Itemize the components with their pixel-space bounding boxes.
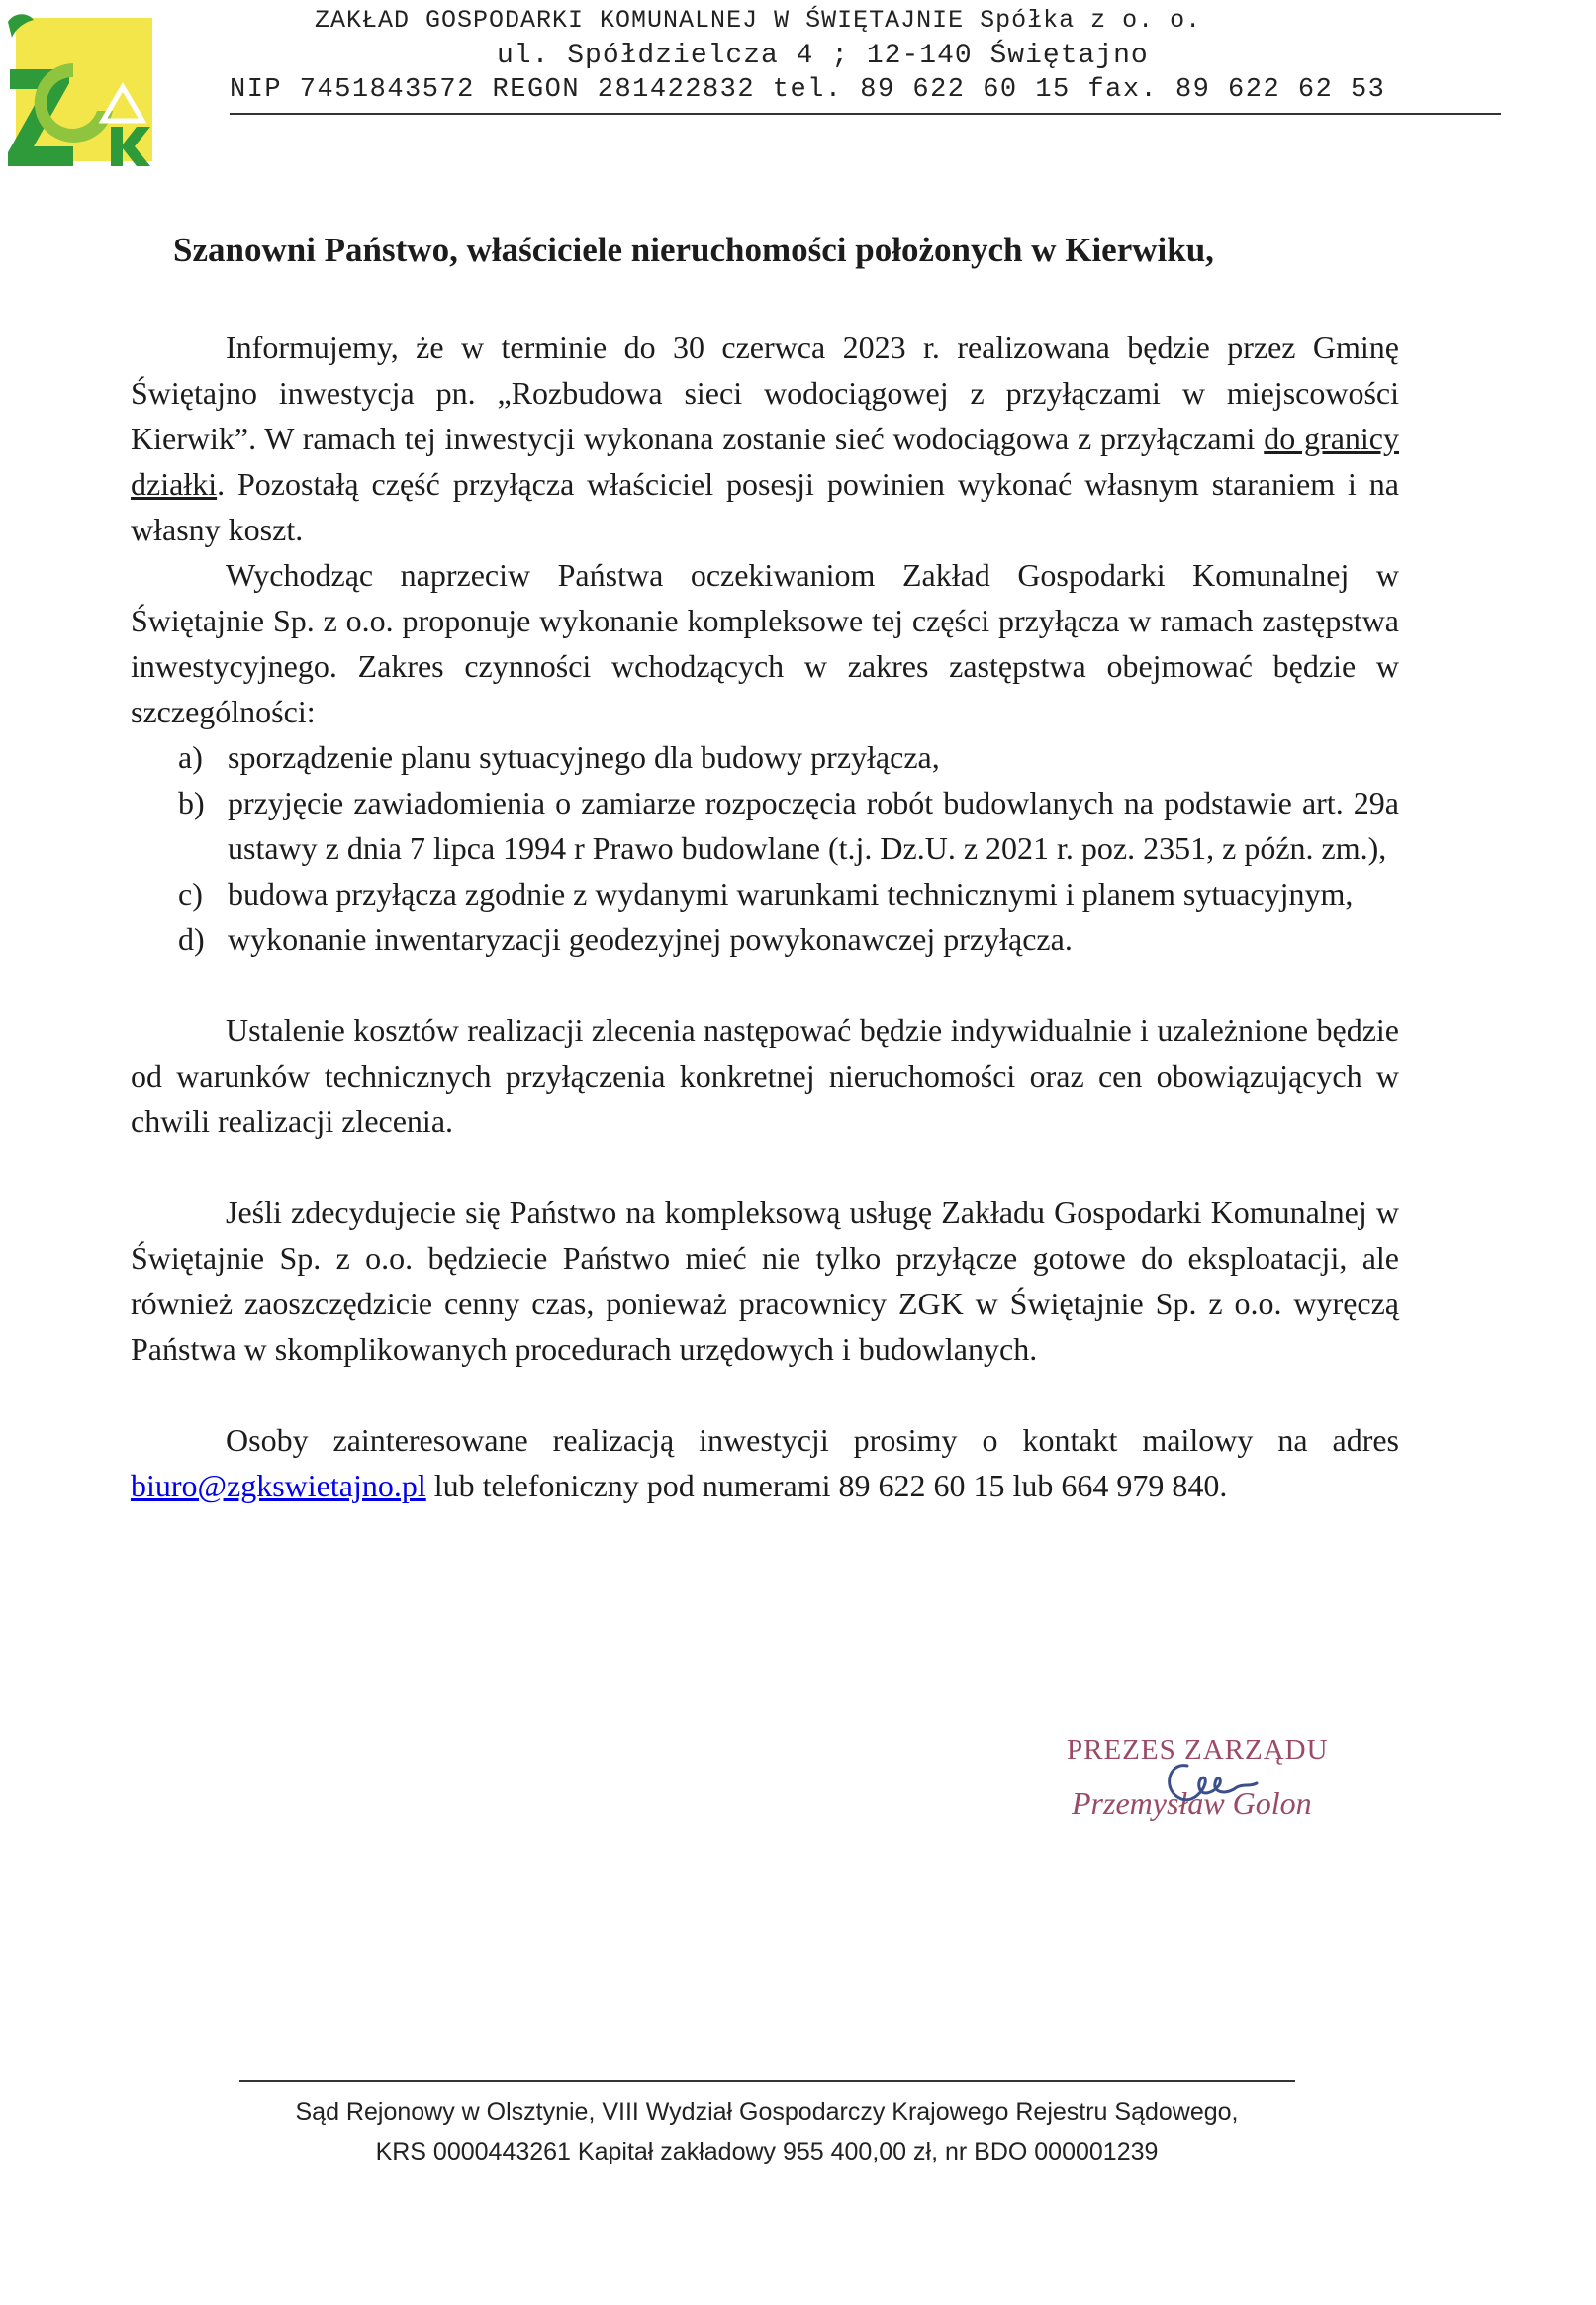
paragraph-contact: [131, 1417, 1399, 1508]
company-name: ZAKŁAD GOSPODARKI KOMUNALNEJ W ŚWIĘTAJNIE Spółka z o. o.: [315, 6, 1202, 35]
footer-divider: [239, 2080, 1295, 2082]
list-item-text: wykonanie inwentaryzacji geodezyjnej powykonawczej przyłącza.: [228, 921, 1073, 957]
president-stamp: [1064, 1734, 1380, 1853]
zgk-logo-graphic: [4, 10, 162, 168]
paragraph-benefits: Jeśli zdecydujecie się Państwo na kompleksową usługę Zakładu Gospodarki Komunalnej w Świętajnie Sp. z o.o. będziecie Państwo mieć nie tylko przyłącze gotowe do eksploatacji, ale również zaoszczędzicie cenny czas, ponieważ pracownicy ZGK w Świętajnie Sp. z o.o. wyręczą Państwa w skomplikowanych procedurach urzędowych i budowlanych.: [131, 1195, 1399, 1367]
letterhead-divider: [230, 113, 1501, 115]
stamp-name: Przemysław Golon: [1072, 1785, 1312, 1821]
zgk-logo: [4, 10, 162, 168]
paragraph-costs: Ustalenie kosztów realizacji zlecenia następować będzie indywidualnie i uzależnione będzie od warunków technicznych przyłączenia konkretnej nieruchomości oraz cen obowiązujących w chwili realizacji zlecenia.: [131, 1012, 1399, 1139]
paragraph-text: Informujemy, że w terminie do 30 czerwca 2023 r. realizowana będzie przez Gminę Świętajno inwestycja pn. „Rozbudowa sieci wodociągowej z przyłączami w miejscowości Kierwik”. W ramach tej inwestycji wykonana zostanie sieć wodociągowa z przyłączami: [131, 330, 1399, 456]
scope-list: [131, 734, 1399, 962]
paragraph-text: Osoby zainteresowane realizacją inwestycji prosimy o kontakt mailowy na adres: [226, 1422, 1399, 1458]
list-marker: b): [178, 785, 205, 820]
footer: [0, 2092, 1534, 2171]
stamp-title: PREZES ZARZĄDU: [1067, 1734, 1329, 1766]
company-identifiers: NIP 7451843572 REGON 281422832 tel. 89 622 60 15 fax. 89 622 62 53: [230, 75, 1386, 105]
list-item-text: przyjęcie zawiadomienia o zamiarze rozpoczęcia robót budowlanych na podstawie art. 29a ustawy z dnia 7 lipca 1994 r Prawo budowlane (t.j. Dz.U. z 2021 r. poz. 2351, z późn. zm.),: [228, 785, 1399, 866]
footer-court-registry: Sąd Rejonowy w Olsztynie, VIII Wydział Gospodarczy Krajowego Rejestru Sądowego,: [295, 2098, 1239, 2126]
list-item: [178, 734, 1399, 780]
underlined-phrase: do granicy działki: [131, 421, 1400, 502]
list-marker: d): [178, 921, 205, 957]
footer-company-registration: KRS 0000443261 Kapitał zakładowy 955 400,00 zł, nr BDO 000001239: [375, 2138, 1159, 2165]
letter-body: [131, 228, 1399, 1508]
list-marker: a): [178, 739, 203, 775]
list-item: [178, 871, 1399, 916]
paragraph-text: lub telefoniczny pod numerami 89 622 60 15 lub 664 979 840.: [425, 1468, 1228, 1503]
paragraph-offer: Wychodząc naprzeciw Państwa oczekiwaniom Zakład Gospodarki Komunalnej w Świętajnie Sp. z o.o. proponuje wykonanie kompleksowe tej części przyłącza w ramach zastępstwa inwestycyjnego. Zakres czynności wchodzących w zakres zastępstwa obejmować będzie w szczególności:: [131, 557, 1399, 729]
list-marker: c): [178, 876, 203, 912]
paragraph-text: . Pozostałą część przyłącza właściciel posesji powinien wykonać własnym staraniem i na własny koszt.: [131, 466, 1399, 547]
email-link[interactable]: biuro@zgkswietajno.pl: [131, 1468, 426, 1503]
paragraph-investment-info: [131, 325, 1399, 552]
handwritten-signature: [1158, 1744, 1276, 1823]
company-address: ul. Spółdzielcza 4 ; 12-140 Świętajno: [497, 41, 1149, 71]
list-item-text: budowa przyłącza zgodnie z wydanymi warunkami technicznymi i planem sytuacyjnym,: [228, 876, 1354, 912]
list-item: [178, 780, 1399, 871]
salutation: Szanowni Państwo, właściciele nieruchomości położonych w Kierwiku,: [173, 231, 1214, 269]
list-item-text: sporządzenie planu sytuacyjnego dla budowy przyłącza,: [228, 739, 940, 775]
list-item: [178, 916, 1399, 962]
